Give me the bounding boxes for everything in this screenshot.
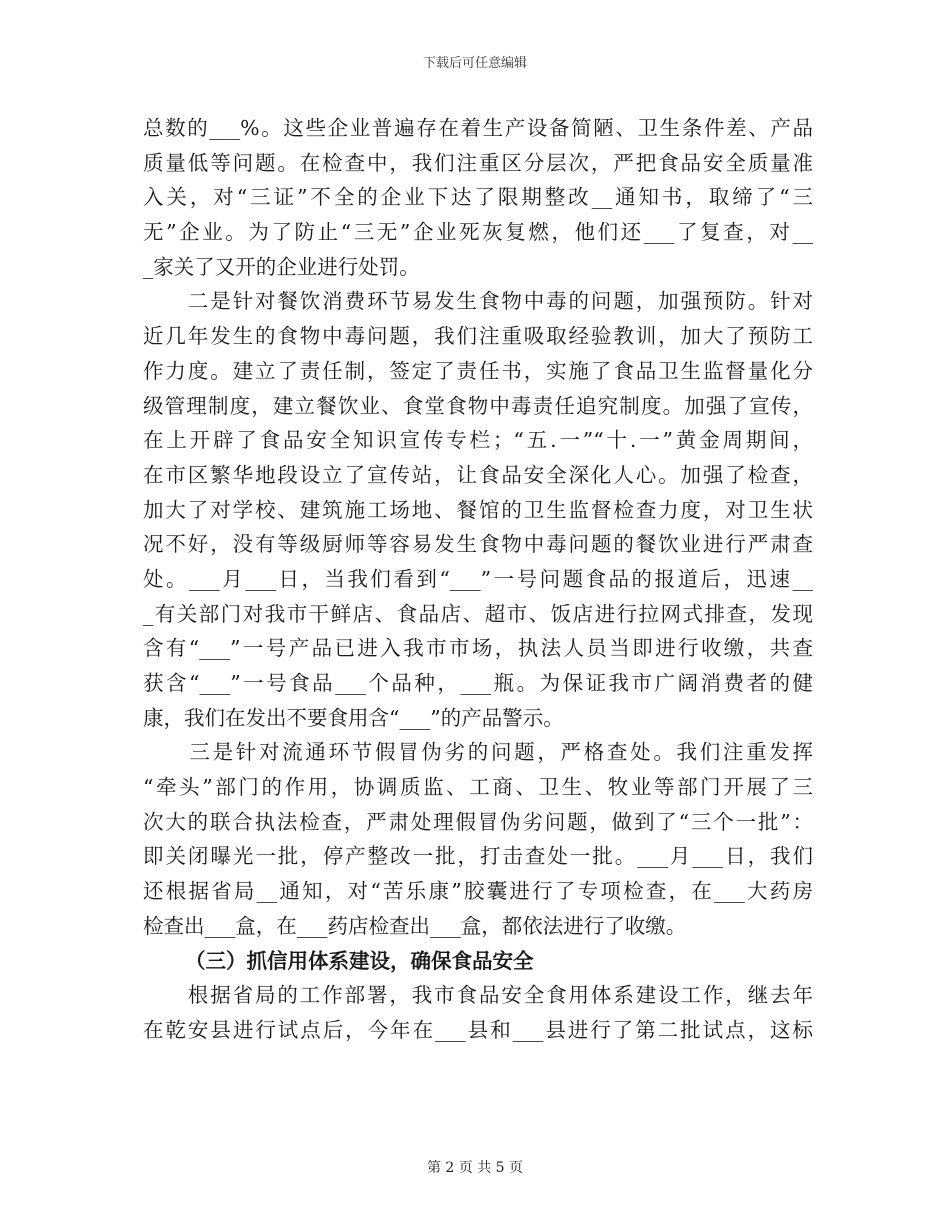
text-line: 二是针对餐饮消费环节易发生食物中毒的问题，加强预防。针对 — [143, 289, 813, 314]
text-line: 级管理制度，建立餐饮业、食堂食物中毒责任追究制度。加强了宣传， — [143, 393, 813, 418]
page-number: 第 2 页 共 5 页 — [426, 1160, 524, 1176]
text-line: 处。___月___日，当我们看到“___”一号问题食品的报道后，迅速__ — [143, 566, 813, 591]
text-line: 近几年发生的食物中毒问题，我们注重吸取经验教训，加大了预防工 — [143, 324, 813, 349]
section-heading: （三）抓信用体系建设，确保食品安全 — [185, 948, 534, 973]
text-line: 根据省局的工作部署，我市食品安全食用体系建设工作，继去年 — [143, 983, 813, 1008]
text-line: _家关了又开的企业进行处罚。 — [143, 254, 420, 279]
text-line: “牵头”部门的作用，协调质监、工商、卫生、牧业等部门开展了三 — [143, 775, 813, 800]
text-line: 还根据省局__通知，对“苦乐康”胶囊进行了专项检查，在___大药房 — [143, 879, 813, 904]
page-header-note: 下载后可任意编辑 — [422, 56, 527, 71]
text-line: 总数的___%。这些企业普遍存在着生产设备简陋、卫生条件差、产品 — [143, 116, 813, 140]
text-line: 三是针对流通环节假冒伪劣的问题，严格查处。我们注重发挥 — [143, 740, 813, 765]
text-line: 入关，对“三证”不全的企业下达了限期整改__通知书，取缔了“三 — [143, 185, 813, 210]
text-line: _有关部门对我市干鲜店、食品店、超市、饭店进行拉网式排查，发现 — [143, 601, 813, 626]
text-line: 质量低等问题。在检查中，我们注重区分层次，严把食品安全质量准 — [143, 150, 813, 175]
text-line: 加大了对学校、建筑施工场地、餐馆的卫生监督检查力度，对卫生状 — [143, 497, 813, 522]
text-line: 在乾安县进行试点后，今年在___县和___县进行了第二批试点，这标 — [143, 1017, 813, 1042]
text-line: 含有“___”一号产品已进入我市市场，执法人员当即进行收缴，共查 — [143, 636, 813, 661]
text-line: 次大的联合执法检查，严肃处理假冒伪劣问题，做到了“三个一批”： — [143, 809, 813, 834]
text-line: 即关闭曝光一批，停产整改一批，打击查处一批。___月___日，我们 — [143, 844, 813, 869]
text-line: 康，我们在发出不要食用含“___”的产品警示。 — [143, 705, 564, 730]
text-line: 检查出___盒，在___药店检查出___盒，都依法进行了收缴。 — [143, 913, 687, 938]
document-body — [143, 111, 813, 1048]
text-line: 获含“___”一号食品___个品种，___瓶。为保证我市广阔消费者的健 — [143, 671, 813, 695]
text-line: 作力度。建立了责任制，签定了责任书，实施了食品卫生监督量化分 — [143, 358, 813, 383]
text-line: 况不好，没有等级厨师等容易发生食物中毒问题的餐饮业进行严肃查 — [143, 532, 813, 557]
text-line: 无”企业。为了防止“三无”企业死灰复燃，他们还___了复查，对__ — [143, 220, 813, 245]
text-line: 在市区繁华地段设立了宣传站，让食品安全深化人心。加强了检查， — [143, 462, 813, 487]
text-line: 在上开辟了食品安全知识宣传专栏；“五.一”“十.一”黄金周期间， — [143, 428, 813, 453]
